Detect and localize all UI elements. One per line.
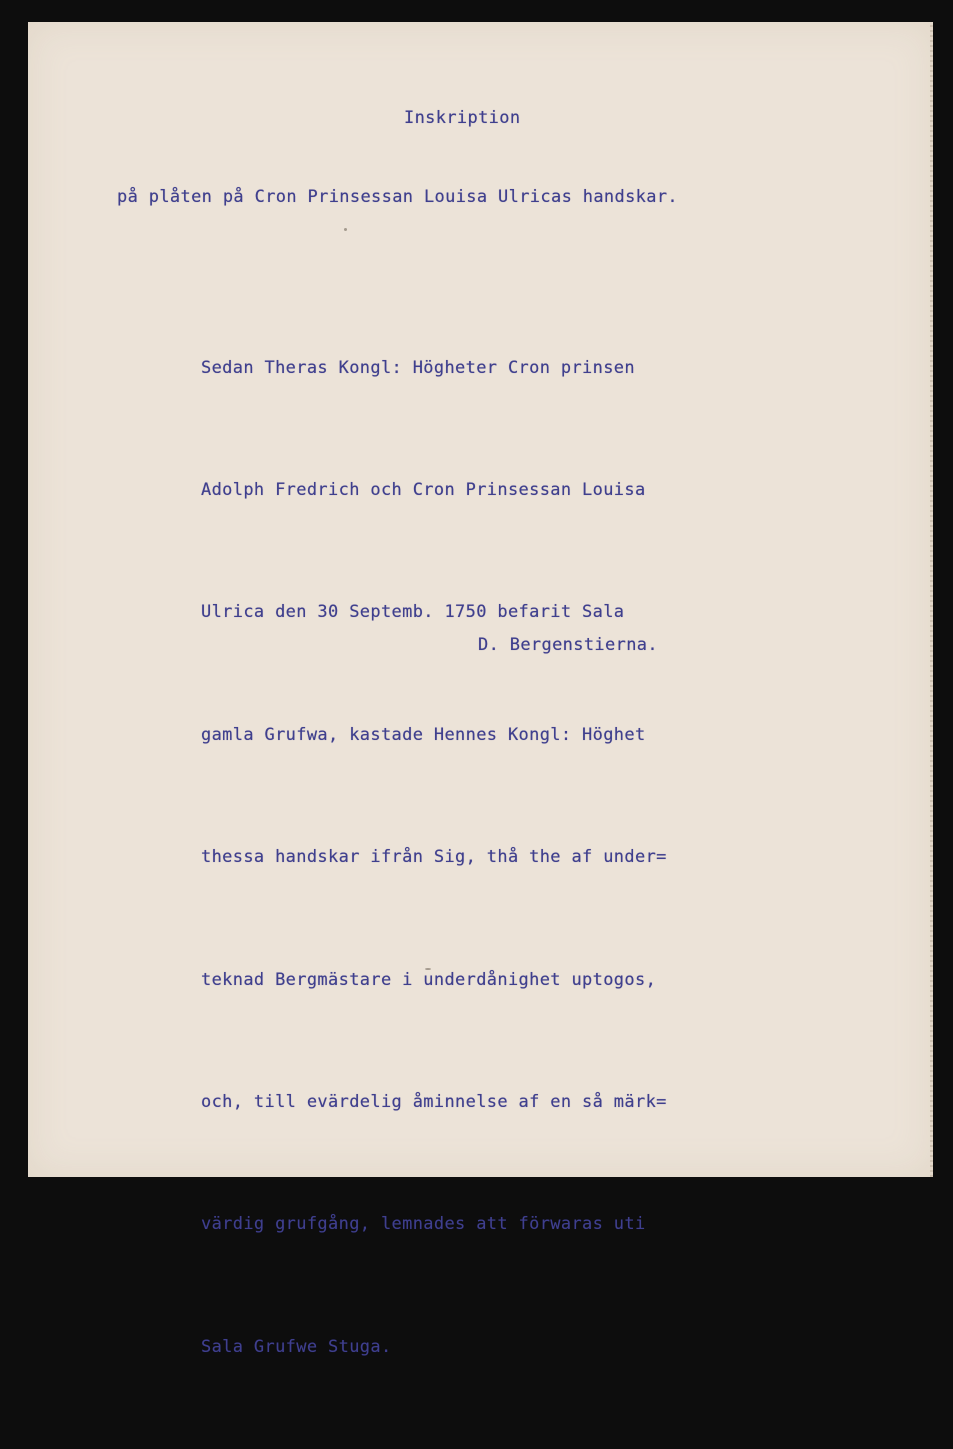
body-line: Adolph Fredrich och Cron Prinsessan Louisa <box>201 479 646 500</box>
paper-edge <box>930 22 933 1177</box>
body-line: och, till evärdelig åminnelse af en så märk= <box>201 1091 667 1112</box>
body-line: gamla Grufwa, kastade Hennes Kongl: Höghet <box>201 724 646 745</box>
body-line: Ulrica den 30 Septemb. 1750 befarit Sala <box>201 602 625 623</box>
body-line: teknad Bergmästare i underdånighet uptogos, <box>201 969 657 990</box>
inscription-body <box>201 266 667 1449</box>
document-subtitle: på plåten på Cron Prinsessan Louisa Ulricas handskar. <box>117 187 678 207</box>
paper-speck <box>425 968 431 970</box>
document-title: Inskription <box>404 108 521 128</box>
paper-speck <box>344 228 347 231</box>
body-line: Sedan Theras Kongl: Högheter Cron prinsen <box>201 357 635 378</box>
body-line: thessa handskar ifrån Sig, thå the af under= <box>201 847 667 868</box>
body-line: Sala Grufwe Stuga. <box>201 1336 392 1357</box>
body-line: värdig grufgång, lemnades att förwaras uti <box>201 1214 646 1235</box>
signature: D. Bergenstierna. <box>478 635 658 655</box>
document-page <box>28 22 933 1357</box>
